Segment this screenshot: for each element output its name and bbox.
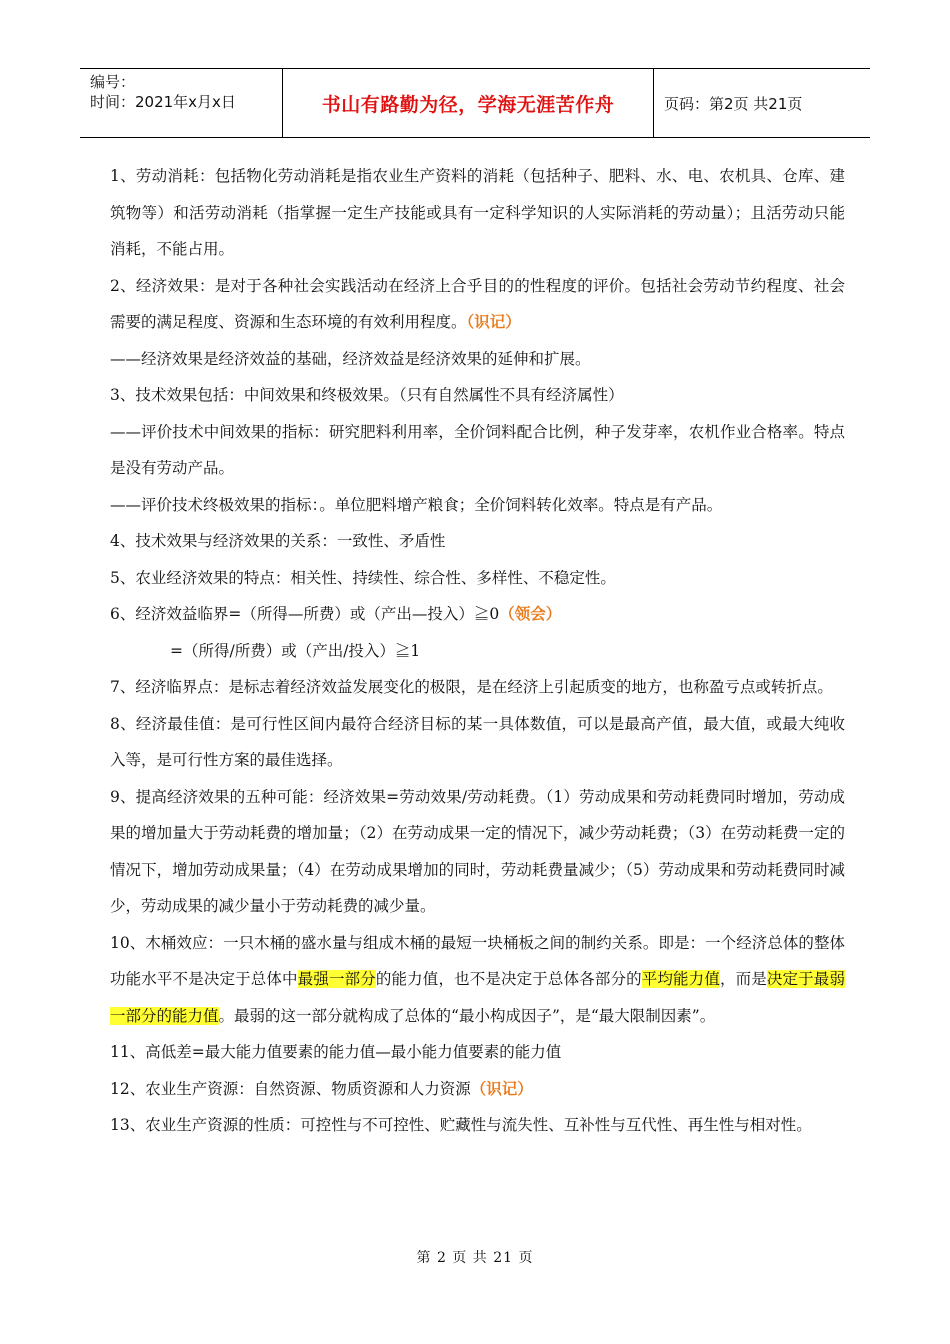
paragraph [110,925,845,1035]
header-page-cell [654,69,870,137]
paragraph-text: 。最弱的这一部分就构成了总体的“最小构成因子”，是“最大限制因素”。 [218,1006,716,1025]
paragraph-text: 的能力值，也不是决定于总体各部分的 [375,970,642,988]
study-mark: （识记） [470,1078,533,1098]
paragraph-text: 12、农业生产资源：自然资源、物质资源和人力资源 [110,1079,471,1098]
paragraph-text: 10、木桶效应：一只木桶的盛水量与组成木桶的最短一块桶板之间的制约关系。即是：一个经济总体的整体功能水平不是决定于总体中 [110,933,845,988]
study-mark: （识记） [466,312,521,331]
paragraph: 8、经济最佳值：是可行性区间内最符合经济目标的某一具体数值，可以是最高产值，最大值，或最大纯收入等，是可行性方案的最佳选择。 [110,714,845,769]
page-label: 页码：第2页 共21页 [664,94,803,113]
paragraph [110,596,845,633]
paragraph-text: 2、经济效果：是对于各种社会实践活动在经济上合乎目的的性程度的评价。包括社会劳动节约程度、社会需要的满足程度、资源和生态环境的有效利用程度。 [110,276,845,331]
highlight: 最强一部分 [297,970,376,988]
study-mark: （领会） [499,604,562,623]
paragraph-text: 6、经济效益临界=（所得—所费）或（产出—投入）≧0 [110,605,500,623]
header-info [80,69,282,137]
paragraph: 4、技术效果与经济效果的关系：一致性、矛盾性 [110,532,446,550]
paragraph: 3、技术效果包括：中间效果和终极效果。（只有自然属性不具有经济属性） [110,386,624,404]
paragraph: 9、提高经济效果的五种可能：经济效果=劳动效果/劳动耗费。（1）劳动成果和劳动耗费同时增加，劳动成果的增加量大于劳动耗费的增加量；（2）在劳动成果一定的情况下，减少劳动耗费；（3）在劳动耗费一定的情况下，增加劳动成果量；（4）在劳动成果增加的同时，劳动耗费量减少；（5）劳动成果和劳动耗费同时减少，劳动成果的减少量小于劳动耗费的减少量。 [110,787,845,915]
document-body [110,158,845,1144]
paragraph [110,268,845,341]
paragraph: 1、劳动消耗：包括物化劳动消耗是指农业生产资料的消耗（包括种子、肥料、水、电、农机具、仓库、建筑物等）和活劳动消耗（指掌握一定生产技能或具有一定科学知识的人实际消耗的劳动量）；且活劳动只能消耗，不能占用。 [110,167,845,258]
paragraph: 7、经济临界点：是标志着经济效益发展变化的极限，是在经济上引起质变的地方，也称盈亏点或转折点。 [110,678,833,696]
number-label: 编号： [90,73,136,91]
header-motto-cell [282,69,654,137]
formula-line: =（所得/所费）或（产出/投入）≧1 [170,641,421,660]
page-footer: 第 2 页 共 21 页 [416,1250,534,1266]
paragraph: ——评价技术中间效果的指标：研究肥料利用率，全价饲料配合比例，种子发芽率，农机作业合格率。特点是没有劳动产品。 [110,422,845,477]
page-header [80,68,870,138]
paragraph-text: ，而是 [719,970,767,988]
highlight: 平均能力值 [641,970,720,988]
highlight: 决定于最弱一部分的能力值 [110,970,845,1025]
date-label: 时间：2021年x月x日 [90,93,236,111]
paragraph [110,1071,845,1108]
paragraph: ——经济效果是经济效益的基础，经济效益是经济效果的延伸和扩展。 [110,349,591,368]
paragraph: ——评价技术终极效果的指标：。单位肥料增产粮食；全价饲料转化效率。特点是有产品。 [110,495,723,514]
paragraph: 11、高低差=最大能力值要素的能力值—最小能力值要素的能力值 [110,1043,562,1061]
motto: 书山有路勤为径，学海无涯苦作舟 [321,93,615,116]
paragraph: 13、农业生产资源的性质：可控性与不可控性、贮藏性与流失性、互补性与互代性、再生性与相对性。 [110,1116,812,1134]
paragraph: 5、农业经济效果的特点：相关性、持续性、综合性、多样性、不稳定性。 [110,568,616,587]
